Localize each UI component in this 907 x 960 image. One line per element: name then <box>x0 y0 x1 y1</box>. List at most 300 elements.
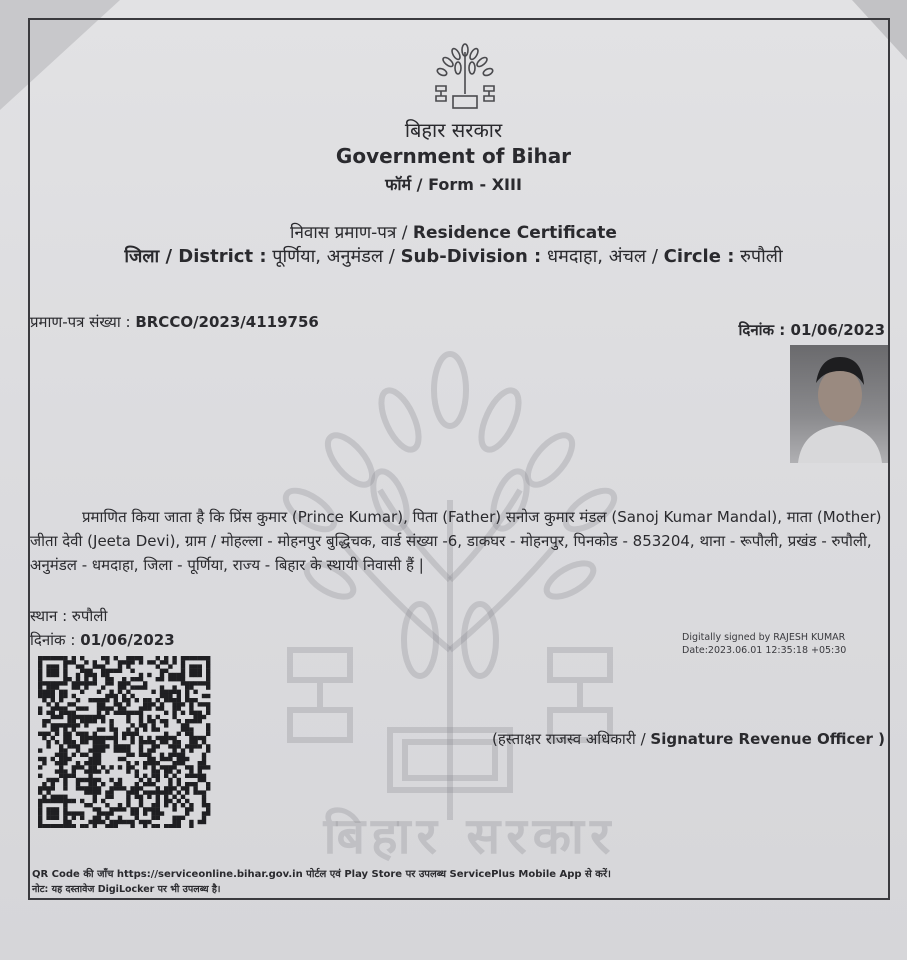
qr-module <box>139 799 143 803</box>
govt-name-english: Government of Bihar <box>335 144 572 168</box>
qr-module <box>181 711 185 715</box>
qr-module <box>80 811 84 815</box>
qr-module <box>38 820 42 824</box>
qr-module <box>101 727 105 731</box>
qr-module <box>130 685 134 689</box>
qr-module <box>63 816 67 820</box>
watermark-text: बिहार सरकार <box>323 807 617 865</box>
qr-module <box>118 778 122 782</box>
qr-module <box>118 816 122 820</box>
qr-module <box>55 816 59 820</box>
qr-module <box>160 685 164 689</box>
qr-module <box>143 820 147 824</box>
qr-module <box>147 795 151 799</box>
qr-module <box>105 706 109 710</box>
qr-module <box>59 694 63 698</box>
qr-module <box>101 715 105 719</box>
qr-module <box>181 786 185 790</box>
qr-module <box>168 769 172 773</box>
qr-module <box>109 765 113 769</box>
qr-module <box>172 677 176 681</box>
qr-module <box>151 702 155 706</box>
qr-module <box>168 694 172 698</box>
qr-module <box>151 660 155 664</box>
qr-module <box>114 786 118 790</box>
qr-module <box>76 685 80 689</box>
qr-module <box>177 778 181 782</box>
qr-module <box>84 706 88 710</box>
qr-module <box>172 690 176 694</box>
qr-module <box>126 681 130 685</box>
qr-module <box>122 757 126 761</box>
qr-module <box>42 732 46 736</box>
qr-module <box>172 765 176 769</box>
qr-module <box>147 702 151 706</box>
qr-module <box>84 790 88 794</box>
qr-module <box>80 736 84 740</box>
qr-module <box>42 694 46 698</box>
qr-module <box>72 723 76 727</box>
qr-module <box>76 778 80 782</box>
qr-module <box>151 765 155 769</box>
qr-module <box>139 715 143 719</box>
qr-module <box>63 757 67 761</box>
qr-module <box>51 723 55 727</box>
qr-module <box>156 778 160 782</box>
qr-module <box>97 761 101 765</box>
qr-module <box>206 782 210 786</box>
qr-module <box>97 753 101 757</box>
qr-module <box>88 673 92 677</box>
qr-module <box>46 719 50 723</box>
qr-module <box>198 744 202 748</box>
qr-module <box>185 811 189 815</box>
qr-module <box>168 673 172 677</box>
qr-module <box>206 765 210 769</box>
qr-module <box>206 727 210 731</box>
qr-module <box>46 664 50 668</box>
qr-module <box>101 719 105 723</box>
qr-module <box>139 656 143 660</box>
qr-module <box>151 774 155 778</box>
qr-module <box>168 736 172 740</box>
qr-module <box>55 656 59 660</box>
bihar-emblem-icon <box>430 42 500 112</box>
qr-module <box>198 711 202 715</box>
district-label: जिला / District : <box>124 246 267 267</box>
place-date-value: 01/06/2023 <box>80 631 175 649</box>
qr-module <box>80 669 84 673</box>
qr-module <box>63 736 67 740</box>
qr-module <box>101 744 105 748</box>
qr-module <box>177 732 181 736</box>
qr-module <box>109 706 113 710</box>
qr-module <box>118 702 122 706</box>
qr-module <box>109 669 113 673</box>
qr-module <box>46 824 50 828</box>
qr-module <box>160 811 164 815</box>
place-date <box>30 630 175 650</box>
qr-module <box>80 816 84 820</box>
qr-module <box>80 778 84 782</box>
qr-module <box>88 715 92 719</box>
qr-module <box>202 740 206 744</box>
qr-module <box>72 727 76 731</box>
qr-module <box>139 673 143 677</box>
qr-module <box>181 664 185 668</box>
qr-module <box>172 807 176 811</box>
qr-module <box>63 799 67 803</box>
qr-module <box>109 786 113 790</box>
qr-module <box>147 748 151 752</box>
qr-module <box>51 706 55 710</box>
qr-module <box>130 677 134 681</box>
qr-module <box>109 795 113 799</box>
qr-module <box>177 694 181 698</box>
qr-module <box>168 782 172 786</box>
qr-module <box>38 757 42 761</box>
qr-module <box>139 660 143 664</box>
qr-module <box>97 757 101 761</box>
qr-module <box>51 698 55 702</box>
qr-module <box>147 740 151 744</box>
qr-module <box>156 824 160 828</box>
qr-module <box>122 807 126 811</box>
qr-module <box>59 715 63 719</box>
qr-module <box>172 748 176 752</box>
qr-module <box>55 807 59 811</box>
qr-module <box>63 778 67 782</box>
qr-module <box>93 820 97 824</box>
qr-module <box>72 824 76 828</box>
qr-module <box>185 694 189 698</box>
qr-module <box>156 656 160 660</box>
qr-module <box>46 681 50 685</box>
qr-module <box>38 803 42 807</box>
qr-module <box>160 753 164 757</box>
qr-module <box>97 816 101 820</box>
qr-module <box>67 702 71 706</box>
qr-module <box>139 723 143 727</box>
qr-module <box>101 811 105 815</box>
qr-module <box>59 765 63 769</box>
qr-module <box>46 744 50 748</box>
qr-module <box>189 656 193 660</box>
qr-module <box>122 732 126 736</box>
qr-module <box>109 824 113 828</box>
qr-module <box>206 694 210 698</box>
qr-module <box>101 702 105 706</box>
qr-module <box>198 681 202 685</box>
certificate-number <box>30 312 319 332</box>
qr-module <box>122 706 126 710</box>
qr-module <box>51 811 55 815</box>
qr-module <box>151 816 155 820</box>
qr-module <box>143 706 147 710</box>
qr-module <box>172 698 176 702</box>
qr-module <box>63 711 67 715</box>
qr-module <box>164 824 168 828</box>
qr-module <box>151 824 155 828</box>
qr-module <box>130 765 134 769</box>
qr-module <box>193 656 197 660</box>
place-date-label: दिनांक : <box>30 631 76 649</box>
qr-module <box>84 769 88 773</box>
qr-module <box>51 782 55 786</box>
qr-module <box>181 803 185 807</box>
qr-module <box>46 807 50 811</box>
qr-module <box>118 690 122 694</box>
qr-module <box>80 719 84 723</box>
qr-module <box>147 736 151 740</box>
qr-module <box>84 677 88 681</box>
qr-module <box>105 681 109 685</box>
qr-module <box>88 820 92 824</box>
qr-module <box>122 786 126 790</box>
qr-module <box>189 732 193 736</box>
qr-module <box>156 811 160 815</box>
qr-module <box>135 790 139 794</box>
qr-module <box>38 816 42 820</box>
qr-module <box>198 702 202 706</box>
qr-module <box>130 694 134 698</box>
qr-module <box>151 811 155 815</box>
qr-module <box>185 732 189 736</box>
qr-module <box>101 740 105 744</box>
qr-module <box>198 769 202 773</box>
qr-module <box>198 790 202 794</box>
qr-module <box>172 685 176 689</box>
qr-module <box>38 786 42 790</box>
qr-module <box>164 757 168 761</box>
qr-module <box>105 673 109 677</box>
qr-module <box>130 656 134 660</box>
qr-module <box>135 795 139 799</box>
qr-module <box>143 702 147 706</box>
qr-module <box>130 669 134 673</box>
qr-module <box>130 824 134 828</box>
qr-module <box>88 761 92 765</box>
qr-module <box>202 778 206 782</box>
qr-module <box>202 753 206 757</box>
qr-module <box>46 799 50 803</box>
qr-module <box>202 765 206 769</box>
qr-module <box>206 702 210 706</box>
qr-module <box>156 774 160 778</box>
qr-module <box>80 765 84 769</box>
qr-module <box>67 732 71 736</box>
qr-module <box>105 736 109 740</box>
qr-module <box>109 723 113 727</box>
qr-code[interactable] <box>38 656 216 828</box>
qr-module <box>51 824 55 828</box>
qr-module <box>198 820 202 824</box>
qr-module <box>206 656 210 660</box>
qr-module <box>206 673 210 677</box>
qr-module <box>164 799 168 803</box>
qr-module <box>193 744 197 748</box>
qr-module <box>42 782 46 786</box>
qr-module <box>135 732 139 736</box>
qr-module <box>135 786 139 790</box>
qr-module <box>93 732 97 736</box>
qr-module <box>189 685 193 689</box>
qr-module <box>185 681 189 685</box>
qr-module <box>42 736 46 740</box>
qr-module <box>206 748 210 752</box>
qr-module <box>114 656 118 660</box>
qr-module <box>76 748 80 752</box>
qr-module <box>126 711 130 715</box>
qr-module <box>101 673 105 677</box>
qr-module <box>172 711 176 715</box>
qr-module <box>181 673 185 677</box>
qr-module <box>55 706 59 710</box>
qr-module <box>189 727 193 731</box>
qr-module <box>38 669 42 673</box>
qr-module <box>181 753 185 757</box>
qr-module <box>189 706 193 710</box>
qr-module <box>156 799 160 803</box>
qr-module <box>193 786 197 790</box>
qr-module <box>114 782 118 786</box>
qr-module <box>185 685 189 689</box>
qr-module <box>181 656 185 660</box>
qr-module <box>139 795 143 799</box>
qr-module <box>206 664 210 668</box>
qr-module <box>126 765 130 769</box>
qr-module <box>172 673 176 677</box>
qr-module <box>189 824 193 828</box>
qr-module <box>206 744 210 748</box>
qr-module <box>51 711 55 715</box>
qr-module <box>198 778 202 782</box>
qr-module <box>198 774 202 778</box>
qr-module <box>126 820 130 824</box>
qr-module <box>55 702 59 706</box>
qr-module <box>38 685 42 689</box>
qr-module <box>67 677 71 681</box>
qr-module <box>156 786 160 790</box>
qr-module <box>156 769 160 773</box>
qr-module <box>63 706 67 710</box>
qr-module <box>51 656 55 660</box>
qr-module <box>88 757 92 761</box>
qr-module <box>76 761 80 765</box>
qr-module <box>59 757 63 761</box>
qr-module <box>88 786 92 790</box>
qr-module <box>126 753 130 757</box>
qr-module <box>63 753 67 757</box>
qr-module <box>38 711 42 715</box>
qr-module <box>63 811 67 815</box>
qr-module <box>114 820 118 824</box>
qr-module <box>97 736 101 740</box>
qr-module <box>101 698 105 702</box>
qr-module <box>80 664 84 668</box>
qr-module <box>172 736 176 740</box>
qr-module <box>38 824 42 828</box>
qr-module <box>88 765 92 769</box>
qr-module <box>156 736 160 740</box>
qr-module <box>101 706 105 710</box>
qr-module <box>76 715 80 719</box>
qr-module <box>72 715 76 719</box>
qr-module <box>151 769 155 773</box>
qr-module <box>130 711 134 715</box>
qr-module <box>105 656 109 660</box>
qr-module <box>168 677 172 681</box>
qr-module <box>118 765 122 769</box>
qr-module <box>156 790 160 794</box>
qr-module <box>118 660 122 664</box>
qr-module <box>109 694 113 698</box>
qr-module <box>193 681 197 685</box>
qr-module <box>122 685 126 689</box>
qr-module <box>38 677 42 681</box>
qr-module <box>84 803 88 807</box>
qr-module <box>151 690 155 694</box>
qr-module <box>93 677 97 681</box>
qr-module <box>118 706 122 710</box>
qr-module <box>156 706 160 710</box>
qr-module <box>88 748 92 752</box>
qr-module <box>114 744 118 748</box>
qr-module <box>126 803 130 807</box>
qr-module <box>55 681 59 685</box>
qr-module <box>118 744 122 748</box>
qr-module <box>168 790 172 794</box>
qr-module <box>97 820 101 824</box>
qr-module <box>88 803 92 807</box>
qr-module <box>46 656 50 660</box>
qr-module <box>202 656 206 660</box>
qr-module <box>177 744 181 748</box>
certificate-title-english: Residence Certificate <box>412 223 617 243</box>
qr-module <box>168 778 172 782</box>
qr-module <box>189 807 193 811</box>
qr-module <box>177 690 181 694</box>
qr-module <box>135 677 139 681</box>
qr-module <box>189 664 193 668</box>
qr-module <box>164 719 168 723</box>
qr-module <box>156 677 160 681</box>
signature-label <box>492 729 885 749</box>
qr-module <box>147 820 151 824</box>
qr-module <box>93 744 97 748</box>
qr-module <box>172 816 176 820</box>
qr-module <box>93 765 97 769</box>
qr-module <box>97 769 101 773</box>
qr-module <box>206 803 210 807</box>
qr-module <box>172 824 176 828</box>
qr-module <box>189 803 193 807</box>
qr-module <box>88 681 92 685</box>
qr-module <box>160 673 164 677</box>
qr-module <box>63 774 67 778</box>
qr-module <box>51 681 55 685</box>
qr-module <box>126 660 130 664</box>
qr-module <box>55 685 59 689</box>
qr-module <box>122 698 126 702</box>
qr-module <box>109 807 113 811</box>
qr-module <box>172 706 176 710</box>
qr-module <box>206 811 210 815</box>
qr-module <box>97 690 101 694</box>
qr-module <box>42 681 46 685</box>
qr-module <box>109 820 113 824</box>
qr-module <box>114 694 118 698</box>
